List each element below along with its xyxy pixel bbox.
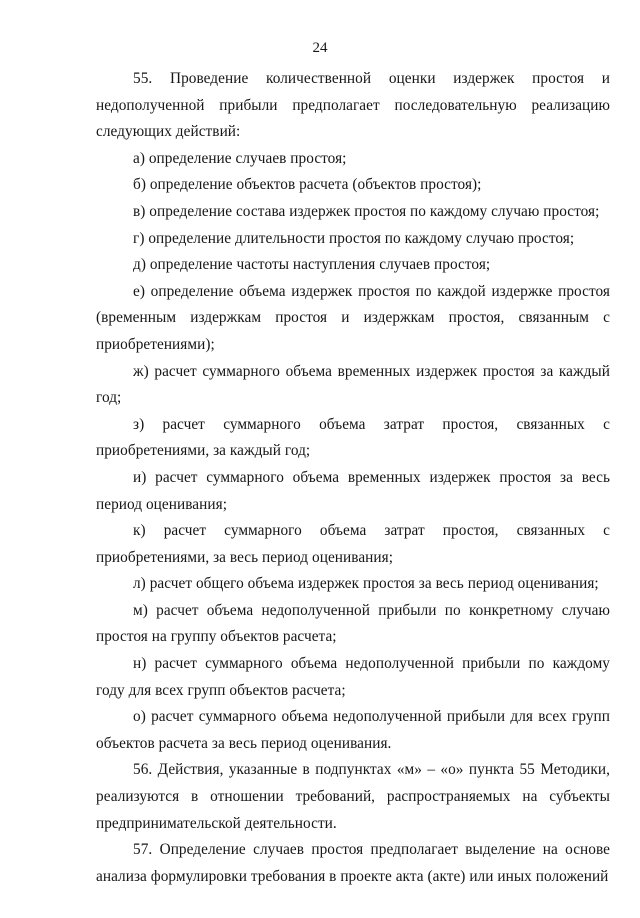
page-number: 24 xyxy=(312,40,328,56)
list-item-a: а) определение случаев простоя; xyxy=(133,149,347,167)
list-item-n: н) расчет суммарного объема недополученной прибыли по каждому году для всех групп объектов расчета; xyxy=(96,655,610,699)
list-item-v: в) определение состава издержек простоя по каждому случаю простоя; xyxy=(133,202,600,220)
list-item-m: м) расчет объема недополученной прибыли по конкретному случаю простоя на группу объектов расчета; xyxy=(96,601,610,646)
list-item-g: г) определение длительности простоя по каждому случаю простоя; xyxy=(133,229,575,247)
paragraph-56: 56. Действия, указанные в подпунктах «м» – «о» пункта 55 Методики, реализуются в отношении требований, распространяемых на субъекты предпринимательской деятельности. xyxy=(96,761,610,832)
list-item-l: л) расчет общего объема издержек простоя за весь период оценивания; xyxy=(133,575,599,593)
list-item-i: и) расчет суммарного объема временных издержек простоя за весь период оценивания; xyxy=(96,468,610,513)
paragraph-57: 57. Определение случаев простоя предполагает выделение на основе анализа формулировки требования в проекте акта (акте) или иных положений xyxy=(96,841,610,885)
list-item-zh: ж) расчет суммарного объема временных издержек простоя за каждый год; xyxy=(96,362,610,407)
list-item-o: о) расчет суммарного объема недополученной прибыли для всех групп объектов расчета за весь период оценивания. xyxy=(96,708,610,752)
document-body xyxy=(96,66,610,890)
paragraph-55: 55. Проведение количественной оценки издержек простоя и недополученной прибыли предполагает последовательную реализацию следующих действий: xyxy=(96,70,610,141)
list-item-e: е) определение объема издержек простоя по каждой издержке простоя (временным издержкам простоя и издержкам простоя, связанным с приобретениями); xyxy=(96,282,610,353)
list-item-d: д) определение частоты наступления случаев простоя; xyxy=(133,256,491,274)
list-item-k: к) расчет суммарного объема затрат простоя, связанных с приобретениями, за весь период оценивания; xyxy=(96,522,610,566)
list-item-b: б) определение объектов расчета (объектов простоя); xyxy=(133,176,482,194)
list-item-z: з) расчет суммарного объема затрат простоя, связанных с приобретениями, за каждый год; xyxy=(96,415,610,460)
